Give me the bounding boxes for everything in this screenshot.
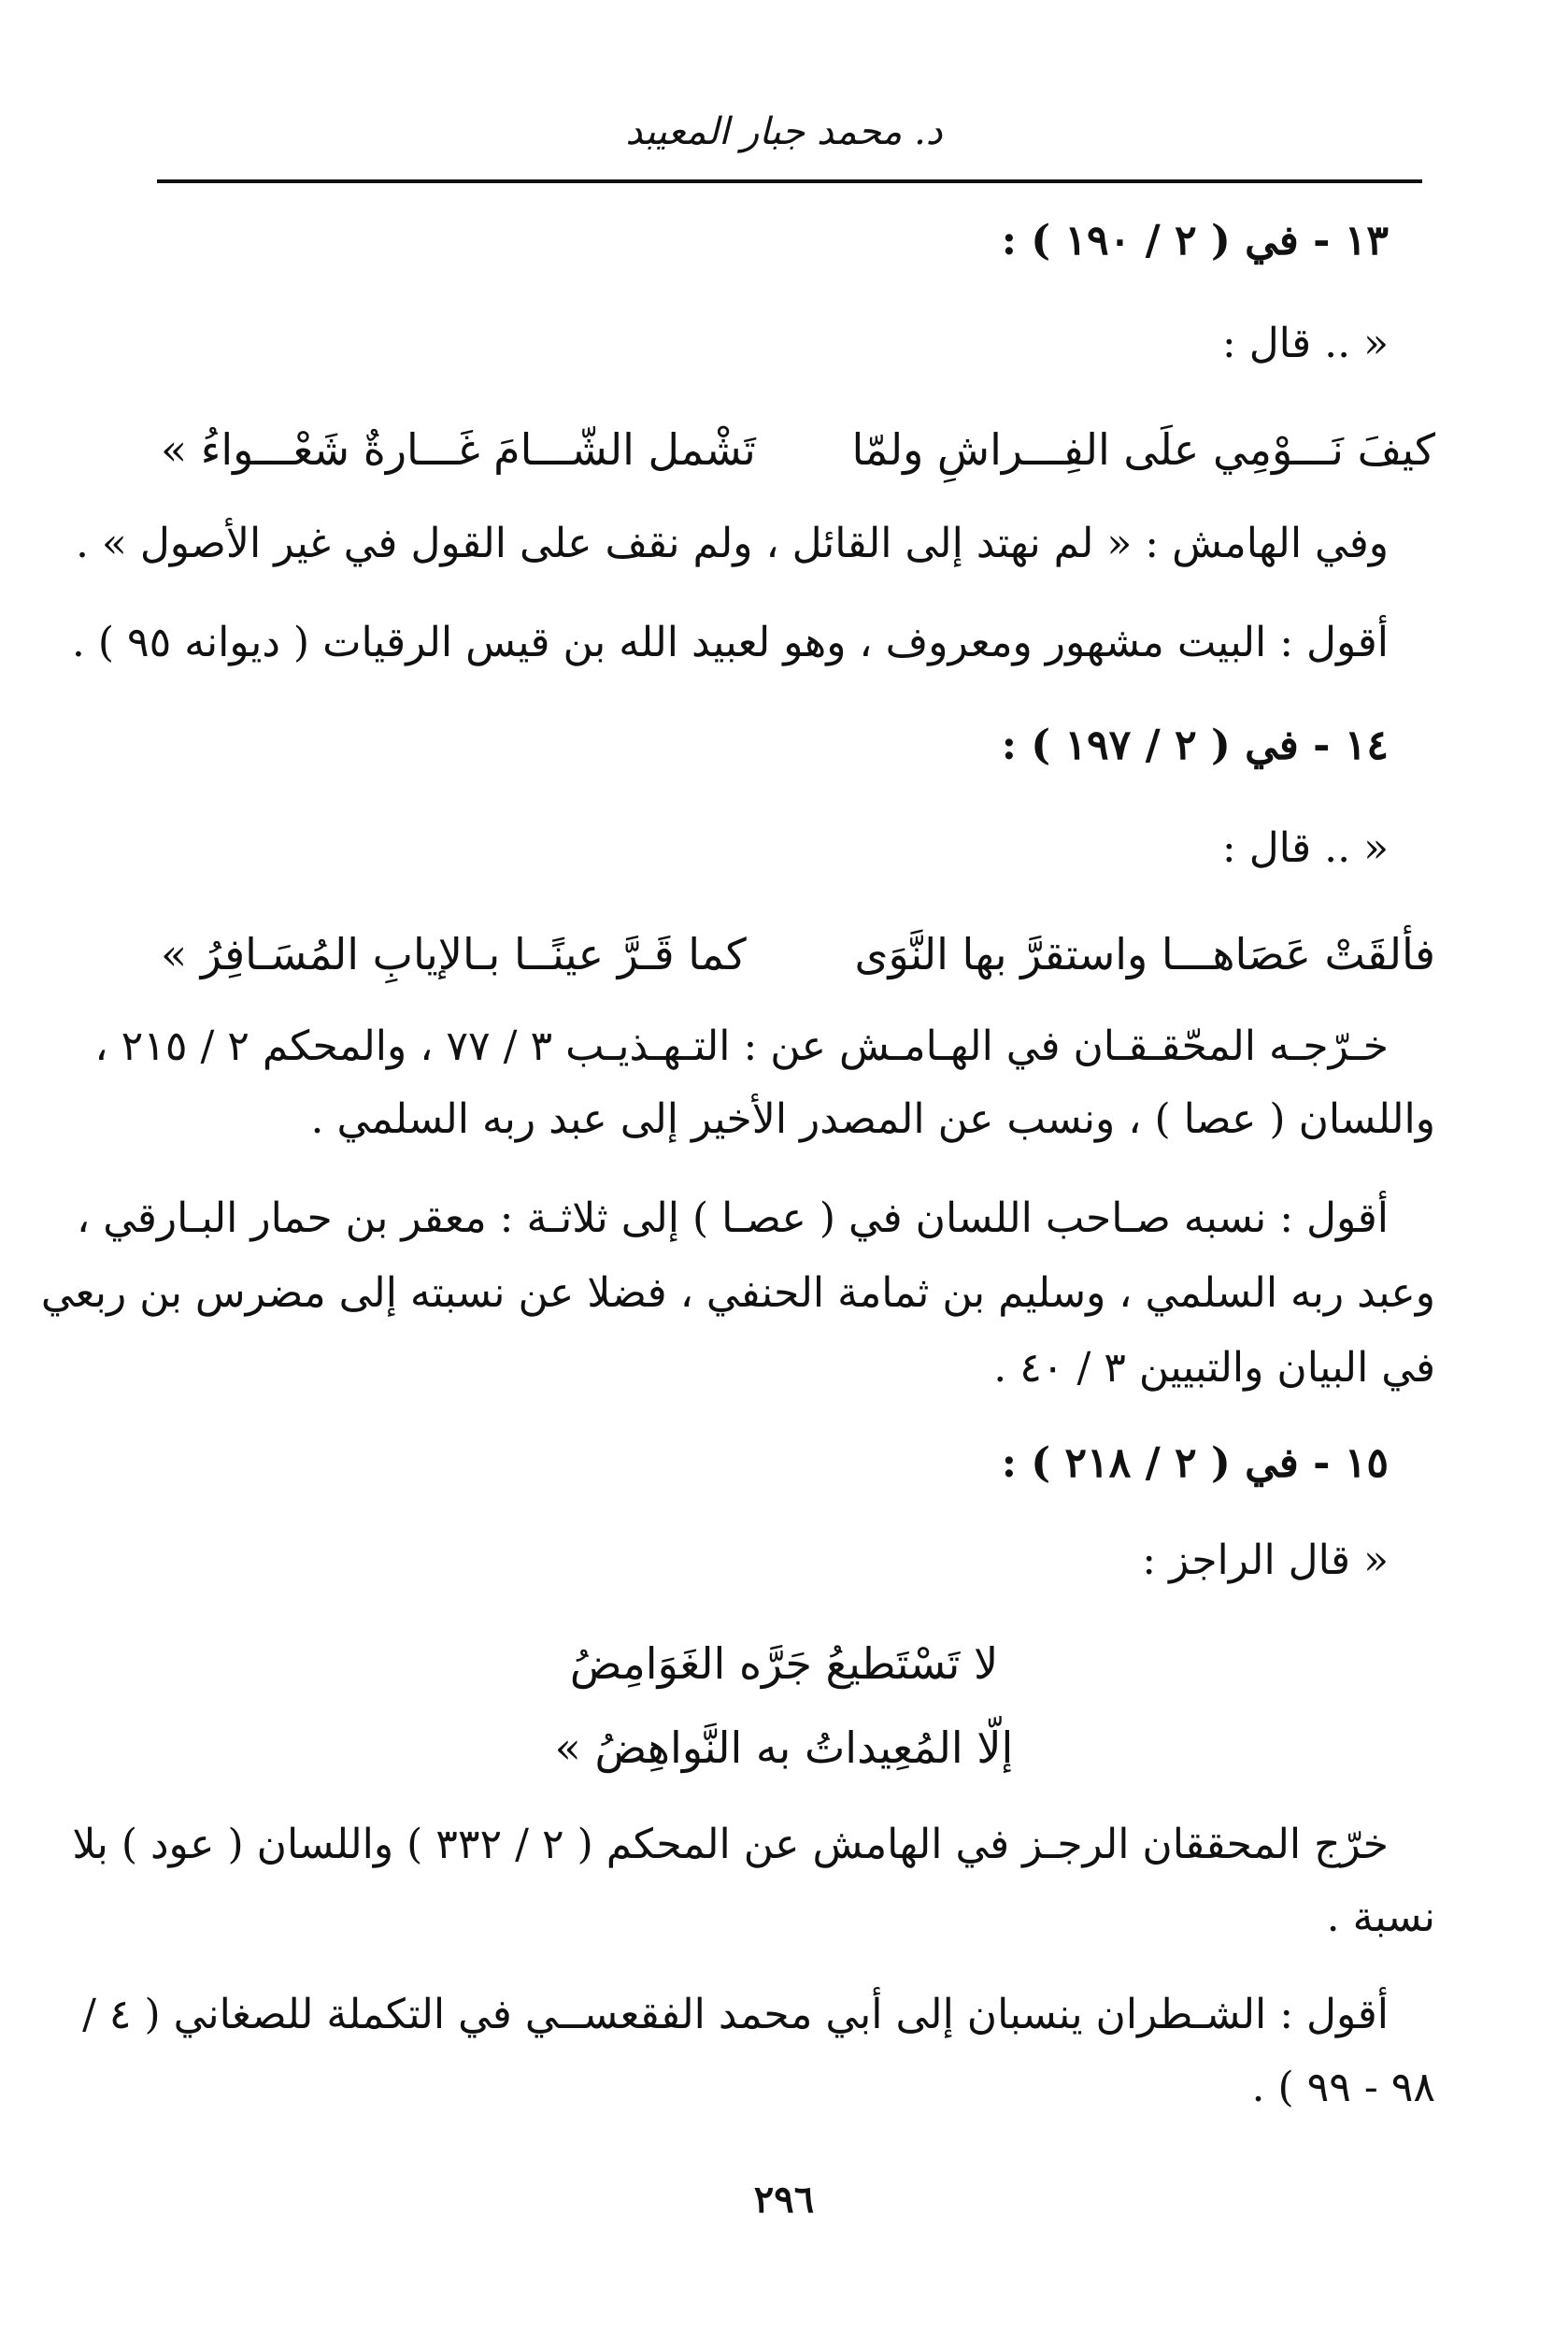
quote-open-line: « قال الراجز : [1142,1536,1389,1584]
verse-2-first-hemistich: فألقَتْ عَصَاهـــا واستقرَّ بها النَّوَى [854,929,1435,979]
takhrij-line: واللسان ( عصا ) ، ونسب عن المصدر الأخير إلى عبد ربه السلمي . [310,1095,1435,1143]
verse-2-second-hemistich: كما قَـرَّ عينًــا بـالإيابِ المُسَـافِرُ » [161,929,747,979]
margin-note-line: وفي الهامش : « لم نهتد إلى القائل ، ولم نقف على القول في غير الأصول » . [75,520,1389,567]
verse-2 [161,922,1435,987]
quote-open-line: « .. قال : [1221,320,1389,367]
comment-line: ٩٨ - ٩٩ ) . [1251,2064,1435,2111]
takhrij-line: نسبة . [1326,1893,1435,1941]
quote-open-line: « .. قال : [1221,824,1389,872]
running-head: د. محمد جبار المعيبد [625,110,943,153]
verse-1-second-hemistich: تَشْمل الشّـــامَ غَـــارةٌ شَعْـــواءُ » [161,424,756,475]
rajaz-line-2: إلّا المُعِيداتُ به النَّواهِضُ » [554,1722,1014,1773]
header-rule [157,179,1422,183]
verse-1 [161,417,1435,482]
comment-line: في البيان والتبيين ٣ / ٤٠ . [993,1344,1435,1392]
comment-line: أقول : نسبه صـاحب اللسان في ( عصـا ) إلى ثلاثـة : معقر بن حمار البـارقي ، [77,1194,1389,1242]
comment-line: وعبد ربه السلمي ، وسليم بن ثمامة الحنفي ، فضلا عن نسبته إلى مضرس بن ربعي [40,1269,1435,1317]
entry-13-heading: ١٣ - في ( ٢ / ١٩٠ ) : [1001,217,1389,264]
takhrij-line: خرّج المحققان الرجـز في الهامش عن المحكم ( ٢ / ٣٣٢ ) واللسان ( عود ) بلا [72,1821,1389,1868]
page-number: ٢٩٦ [753,2178,815,2222]
entry-15-heading: ١٥ - في ( ٢ / ٢١٨ ) : [1001,1439,1389,1487]
rajaz-line-1: لا تَسْتَطيعُ جَرَّه الغَوَامِضُ [569,1638,999,1689]
verse-1-first-hemistich: كيفَ نَـــوْمِي علَى الفِـــراشِ ولمّا [851,424,1435,475]
comment-line: أقول : البيت مشهور ومعروف ، وهو لعبيد الله بن قيس الرقيات ( ديوانه ٩٥ ) . [71,619,1389,666]
entry-14-heading: ١٤ - في ( ٢ / ١٩٧ ) : [1001,722,1389,769]
takhrij-line: خـرّجـه المحّقـقـان في الهـامـش عن : التـهـذيـب ٣ / ٧٧ ، والمحكم ٢ / ٢١٥ ، [94,1022,1389,1070]
comment-line: أقول : الشـطران ينسبان إلى أبي محمد الفقعســي في التكملة للصغاني ( ٤ / [82,1991,1389,2038]
